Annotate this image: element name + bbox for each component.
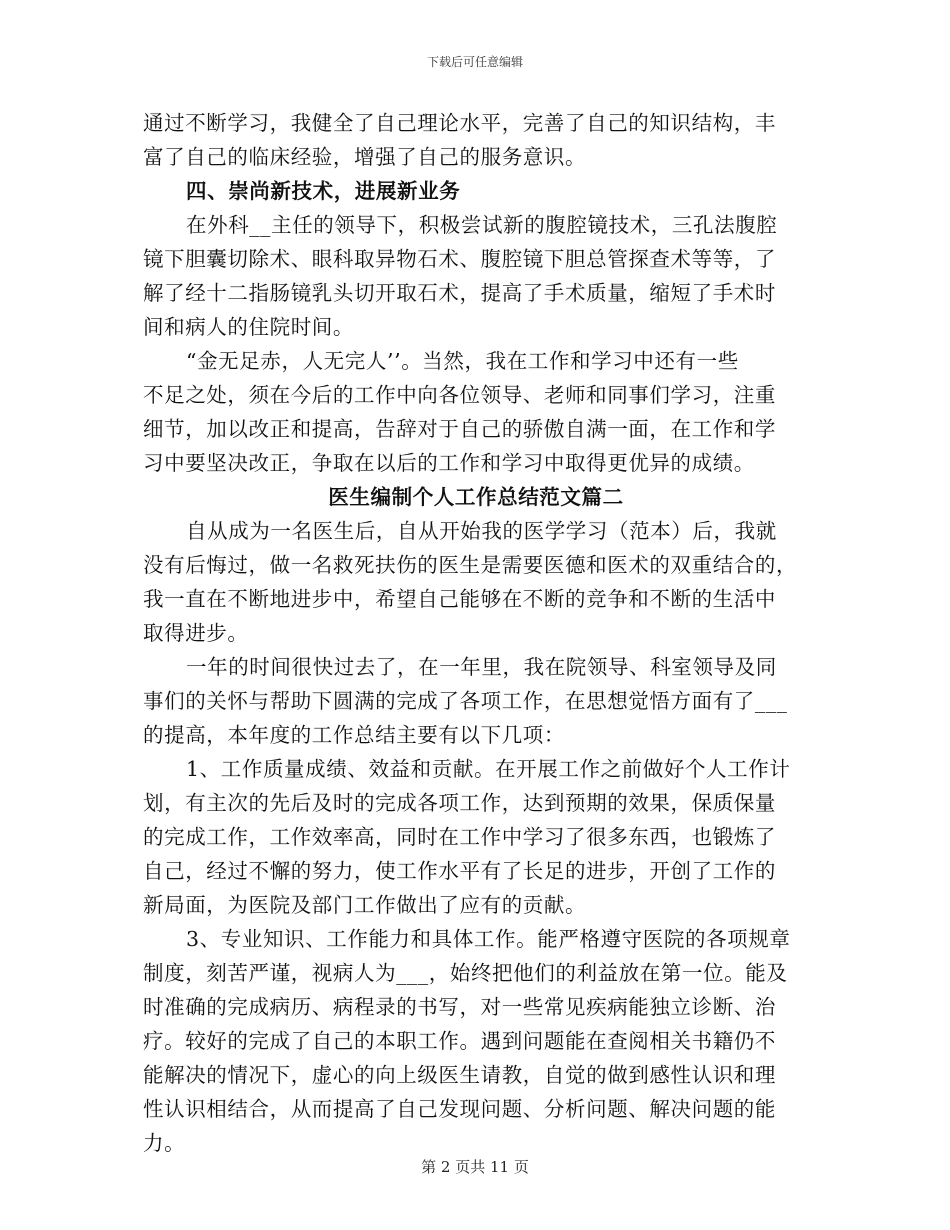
body-line: 1、工作质量成绩、效益和贡献。在开展工作之前做好个人工作计 xyxy=(186,757,791,781)
body-line: 性认识相结合，从而提高了自己发现问题、分析问题、解决问题的能 xyxy=(143,1097,776,1121)
body-line: 习中要坚决改正，争取在以后的工作和学习中取得更优异的成绩。 xyxy=(143,451,755,475)
body-line: 间和病人的住院时间。 xyxy=(143,315,354,339)
body-line: 疗。较好的完成了自己的本职工作。遇到问题能在查阅相关书籍仍不 xyxy=(143,1029,776,1053)
body-line: 在外科__主任的领导下，积极尝试新的腹腔镜技术，三孔法腹腔 xyxy=(186,213,778,237)
body-line: 一年的时间很快过去了，在一年里，我在院领导、科室领导及同 xyxy=(186,655,777,679)
body-line: 能解决的情况下，虚心的向上级医生请教，自觉的做到感性认识和理 xyxy=(143,1063,776,1087)
body-line: 的完成工作，工作效率高，同时在工作中学习了很多东西，也锻炼了 xyxy=(143,825,776,849)
body-line: 取得进步。 xyxy=(143,621,249,645)
body-line: 细节，加以改正和提高，告辞对于自己的骄傲自满一面，在工作和学 xyxy=(143,417,776,441)
body-line: 自己，经过不懈的努力，使工作水平有了长足的进步，开创了工作的 xyxy=(143,859,776,883)
body-line: 新局面，为医院及部门工作做出了应有的贡献。 xyxy=(143,893,587,917)
body-line: 通过不断学习，我健全了自己理论水平，完善了自己的知识结构，丰 xyxy=(143,111,776,135)
body-line: 事们的关怀与帮助下圆满的完成了各项工作，在思想觉悟方面有了___ xyxy=(143,689,788,713)
body-line: 自从成为一名医生后，自从开始我的医学学习（范本）后，我就 xyxy=(186,519,777,543)
body-line: 的提高，本年度的工作总结主要有以下几项： xyxy=(143,723,565,747)
body-line: 我一直在不断地进步中，希望自己能够在不断的竞争和不断的生活中 xyxy=(143,587,776,611)
body-line: 划，有主次的先后及时的完成各项工作，达到预期的效果，保质保量 xyxy=(143,791,776,815)
page-header-note: 下载后可任意编辑 xyxy=(426,55,523,69)
body-line: 时准确的完成病历、病程录的书写，对一些常见疾病能独立诊断、治 xyxy=(143,995,776,1019)
body-line: 解了经十二指肠镜乳头切开取石术，提高了手术质量，缩短了手术时 xyxy=(143,281,776,305)
body-line: 3、专业知识、工作能力和具体工作。能严格遵守医院的各项规章 xyxy=(186,927,791,951)
body-line: “金无足赤，人无完人’’。当然，我在工作和学习中还有一些 xyxy=(186,349,739,373)
body-line: 制度，刻苦严谨，视病人为___，始终把他们的利益放在第一位。能及 xyxy=(143,961,788,985)
section-heading: 四、崇尚新技术，进展新业务 xyxy=(186,179,461,203)
body-line: 力。 xyxy=(143,1131,186,1155)
page-footer: 第 2 页共 11 页 xyxy=(421,1158,529,1176)
body-line: 镜下胆囊切除术、眼科取异物石术、腹腔镜下胆总管探查术等等，了 xyxy=(143,247,776,271)
body-line: 没有后悔过，做一名救死扶伤的医生是需要医德和医术的双重结合的， xyxy=(143,553,798,577)
body-line: 富了自己的临床经验，增强了自己的服务意识。 xyxy=(143,145,587,169)
document-body xyxy=(143,106,809,1160)
article-title: 医生编制个人工作总结范文篇二 xyxy=(328,485,624,509)
body-line: 不足之处，须在今后的工作中向各位领导、老师和同事们学习，注重 xyxy=(143,383,776,407)
